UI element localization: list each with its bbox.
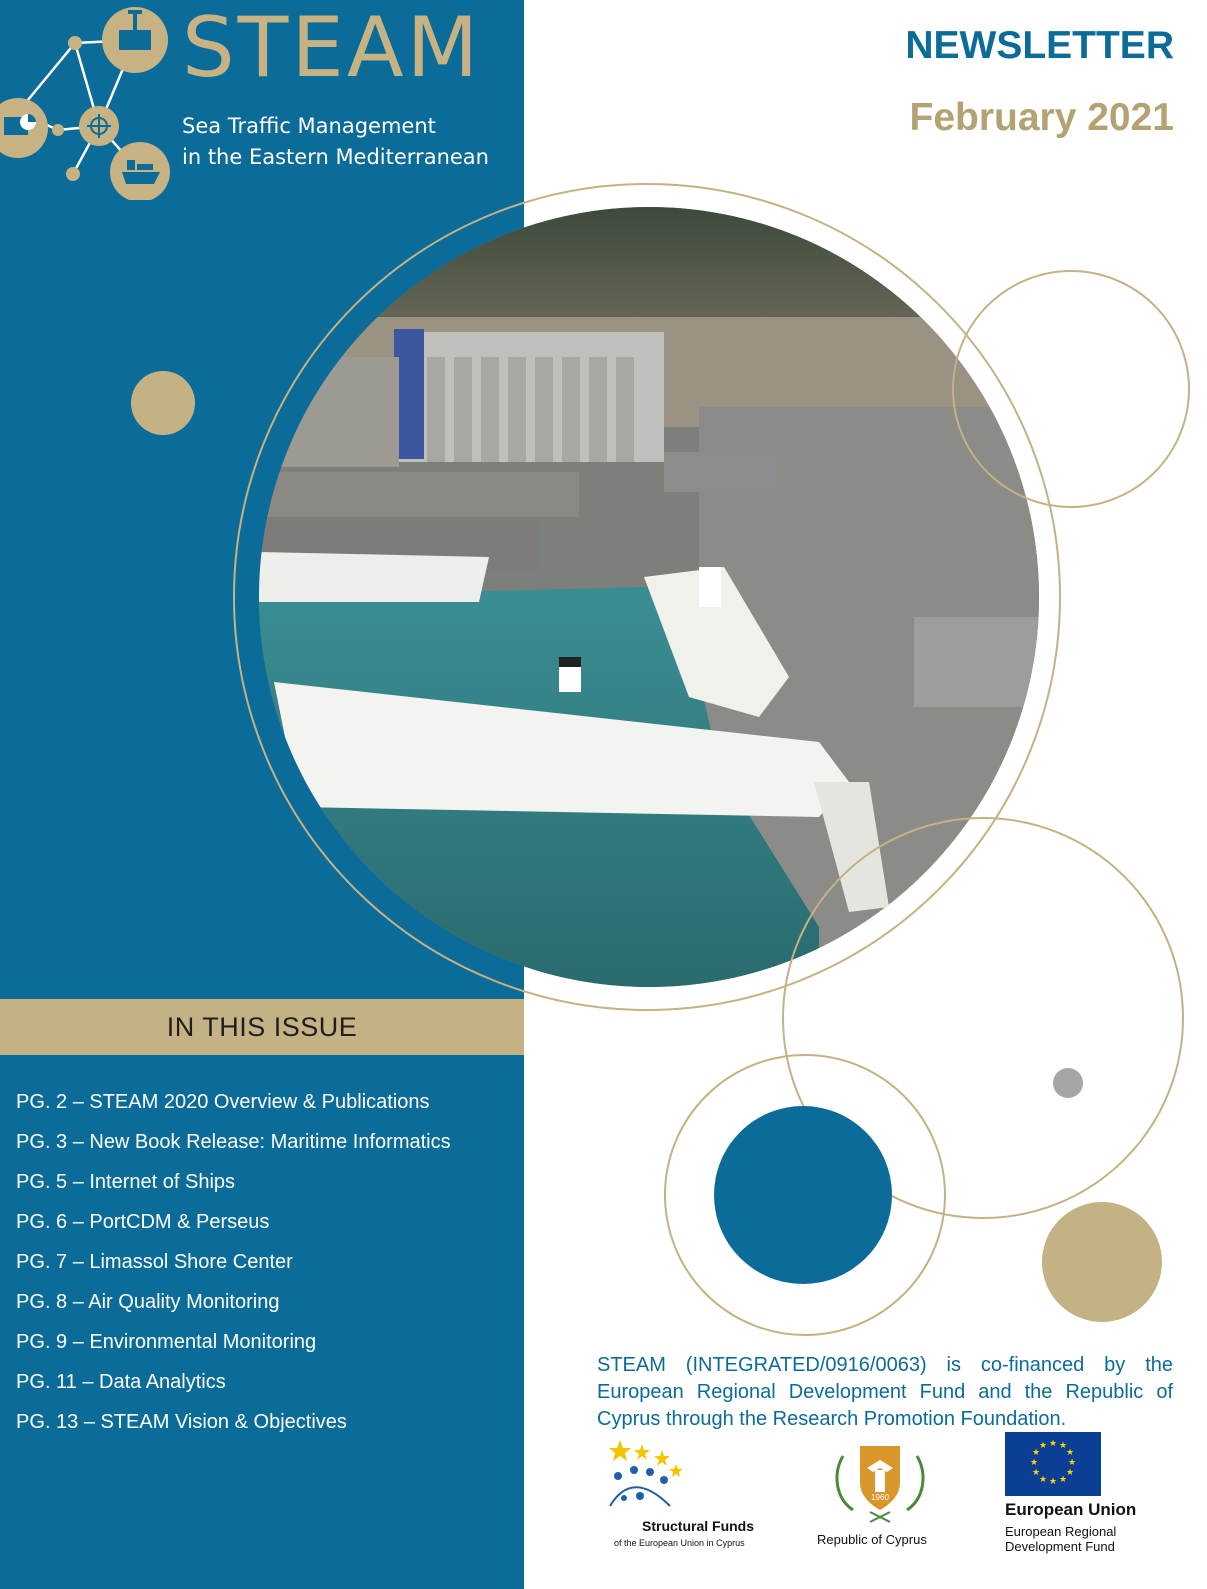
in-this-issue-banner — [0, 999, 524, 1055]
port-aerial-photo — [259, 207, 1039, 987]
republic-of-cyprus-label: Republic of Cyprus — [817, 1532, 927, 1547]
toc-item: PG. 3 – New Book Release: Maritime Informatics — [16, 1131, 451, 1153]
toc-item: PG. 13 – STEAM Vision & Objectives — [16, 1411, 347, 1433]
toc-item: PG. 9 – Environmental Monitoring — [16, 1331, 317, 1353]
eu-label: European Union — [1005, 1500, 1137, 1519]
svg-text:★: ★ — [1031, 1448, 1041, 1458]
svg-text:★: ★ — [1029, 1458, 1039, 1468]
svg-text:★: ★ — [1031, 1468, 1041, 1478]
svg-text:★: ★ — [1067, 1458, 1077, 1468]
cyprus-coat-of-arms-icon — [815, 1438, 945, 1528]
svg-text:★: ★ — [1058, 1441, 1068, 1451]
gold-dot-bottom-right — [1042, 1202, 1162, 1322]
svg-text:★: ★ — [1048, 1439, 1058, 1449]
gray-dot — [1053, 1068, 1083, 1098]
svg-text:★: ★ — [1038, 1475, 1048, 1485]
svg-text:★: ★ — [1058, 1475, 1068, 1485]
structural-funds-sublabel: of the European Union in Cyprus — [614, 1538, 745, 1548]
svg-text:★: ★ — [1065, 1468, 1075, 1478]
republic-of-cyprus-logo — [815, 1438, 945, 1558]
toc-item: PG. 11 – Data Analytics — [16, 1371, 226, 1393]
structural-funds-emblem-icon — [600, 1436, 780, 1516]
svg-text:★: ★ — [1048, 1477, 1058, 1487]
erdf-label-line2: Development Fund — [1005, 1539, 1115, 1554]
cyprus-year: 1960 — [871, 1493, 889, 1502]
in-this-issue-heading: IN THIS ISSUE — [166, 1011, 358, 1042]
structural-funds-logo — [600, 1436, 780, 1556]
svg-text:★: ★ — [1065, 1448, 1075, 1458]
erdf-label-line1: European Regional — [1005, 1524, 1117, 1539]
eu-flag-icon — [1005, 1432, 1101, 1496]
toc-item: PG. 5 – Internet of Ships — [16, 1171, 236, 1193]
eu-logo — [1005, 1432, 1175, 1562]
toc-item: PG. 6 – PortCDM & Perseus — [16, 1211, 270, 1233]
gold-ring-bottom — [665, 1055, 945, 1335]
blue-dot — [714, 1106, 892, 1284]
brand-title: STEAM — [182, 0, 482, 96]
brand-tagline-line2: in the Eastern Mediterranean — [182, 145, 489, 169]
toc-item: PG. 7 – Limassol Shore Center — [16, 1251, 293, 1273]
svg-text:★: ★ — [1038, 1441, 1048, 1451]
steam-network-logo — [0, 0, 180, 200]
newsletter-title: NEWSLETTER — [905, 24, 1174, 67]
toc-item: PG. 2 – STEAM 2020 Overview & Publications — [16, 1091, 430, 1113]
brand-tagline-line1: Sea Traffic Management — [182, 114, 436, 138]
structural-funds-label: Structural Funds — [642, 1518, 755, 1534]
toc-item: PG. 8 – Air Quality Monitoring — [16, 1291, 280, 1313]
table-of-contents — [16, 1082, 451, 1442]
funding-statement: STEAM (INTEGRATED/0916/0063) is co-financed by the European Regional Development Fund and the Republic of Cyprus through the Research Promotion Foundation. — [597, 1354, 1173, 1430]
issue-date: February 2021 — [909, 96, 1174, 139]
